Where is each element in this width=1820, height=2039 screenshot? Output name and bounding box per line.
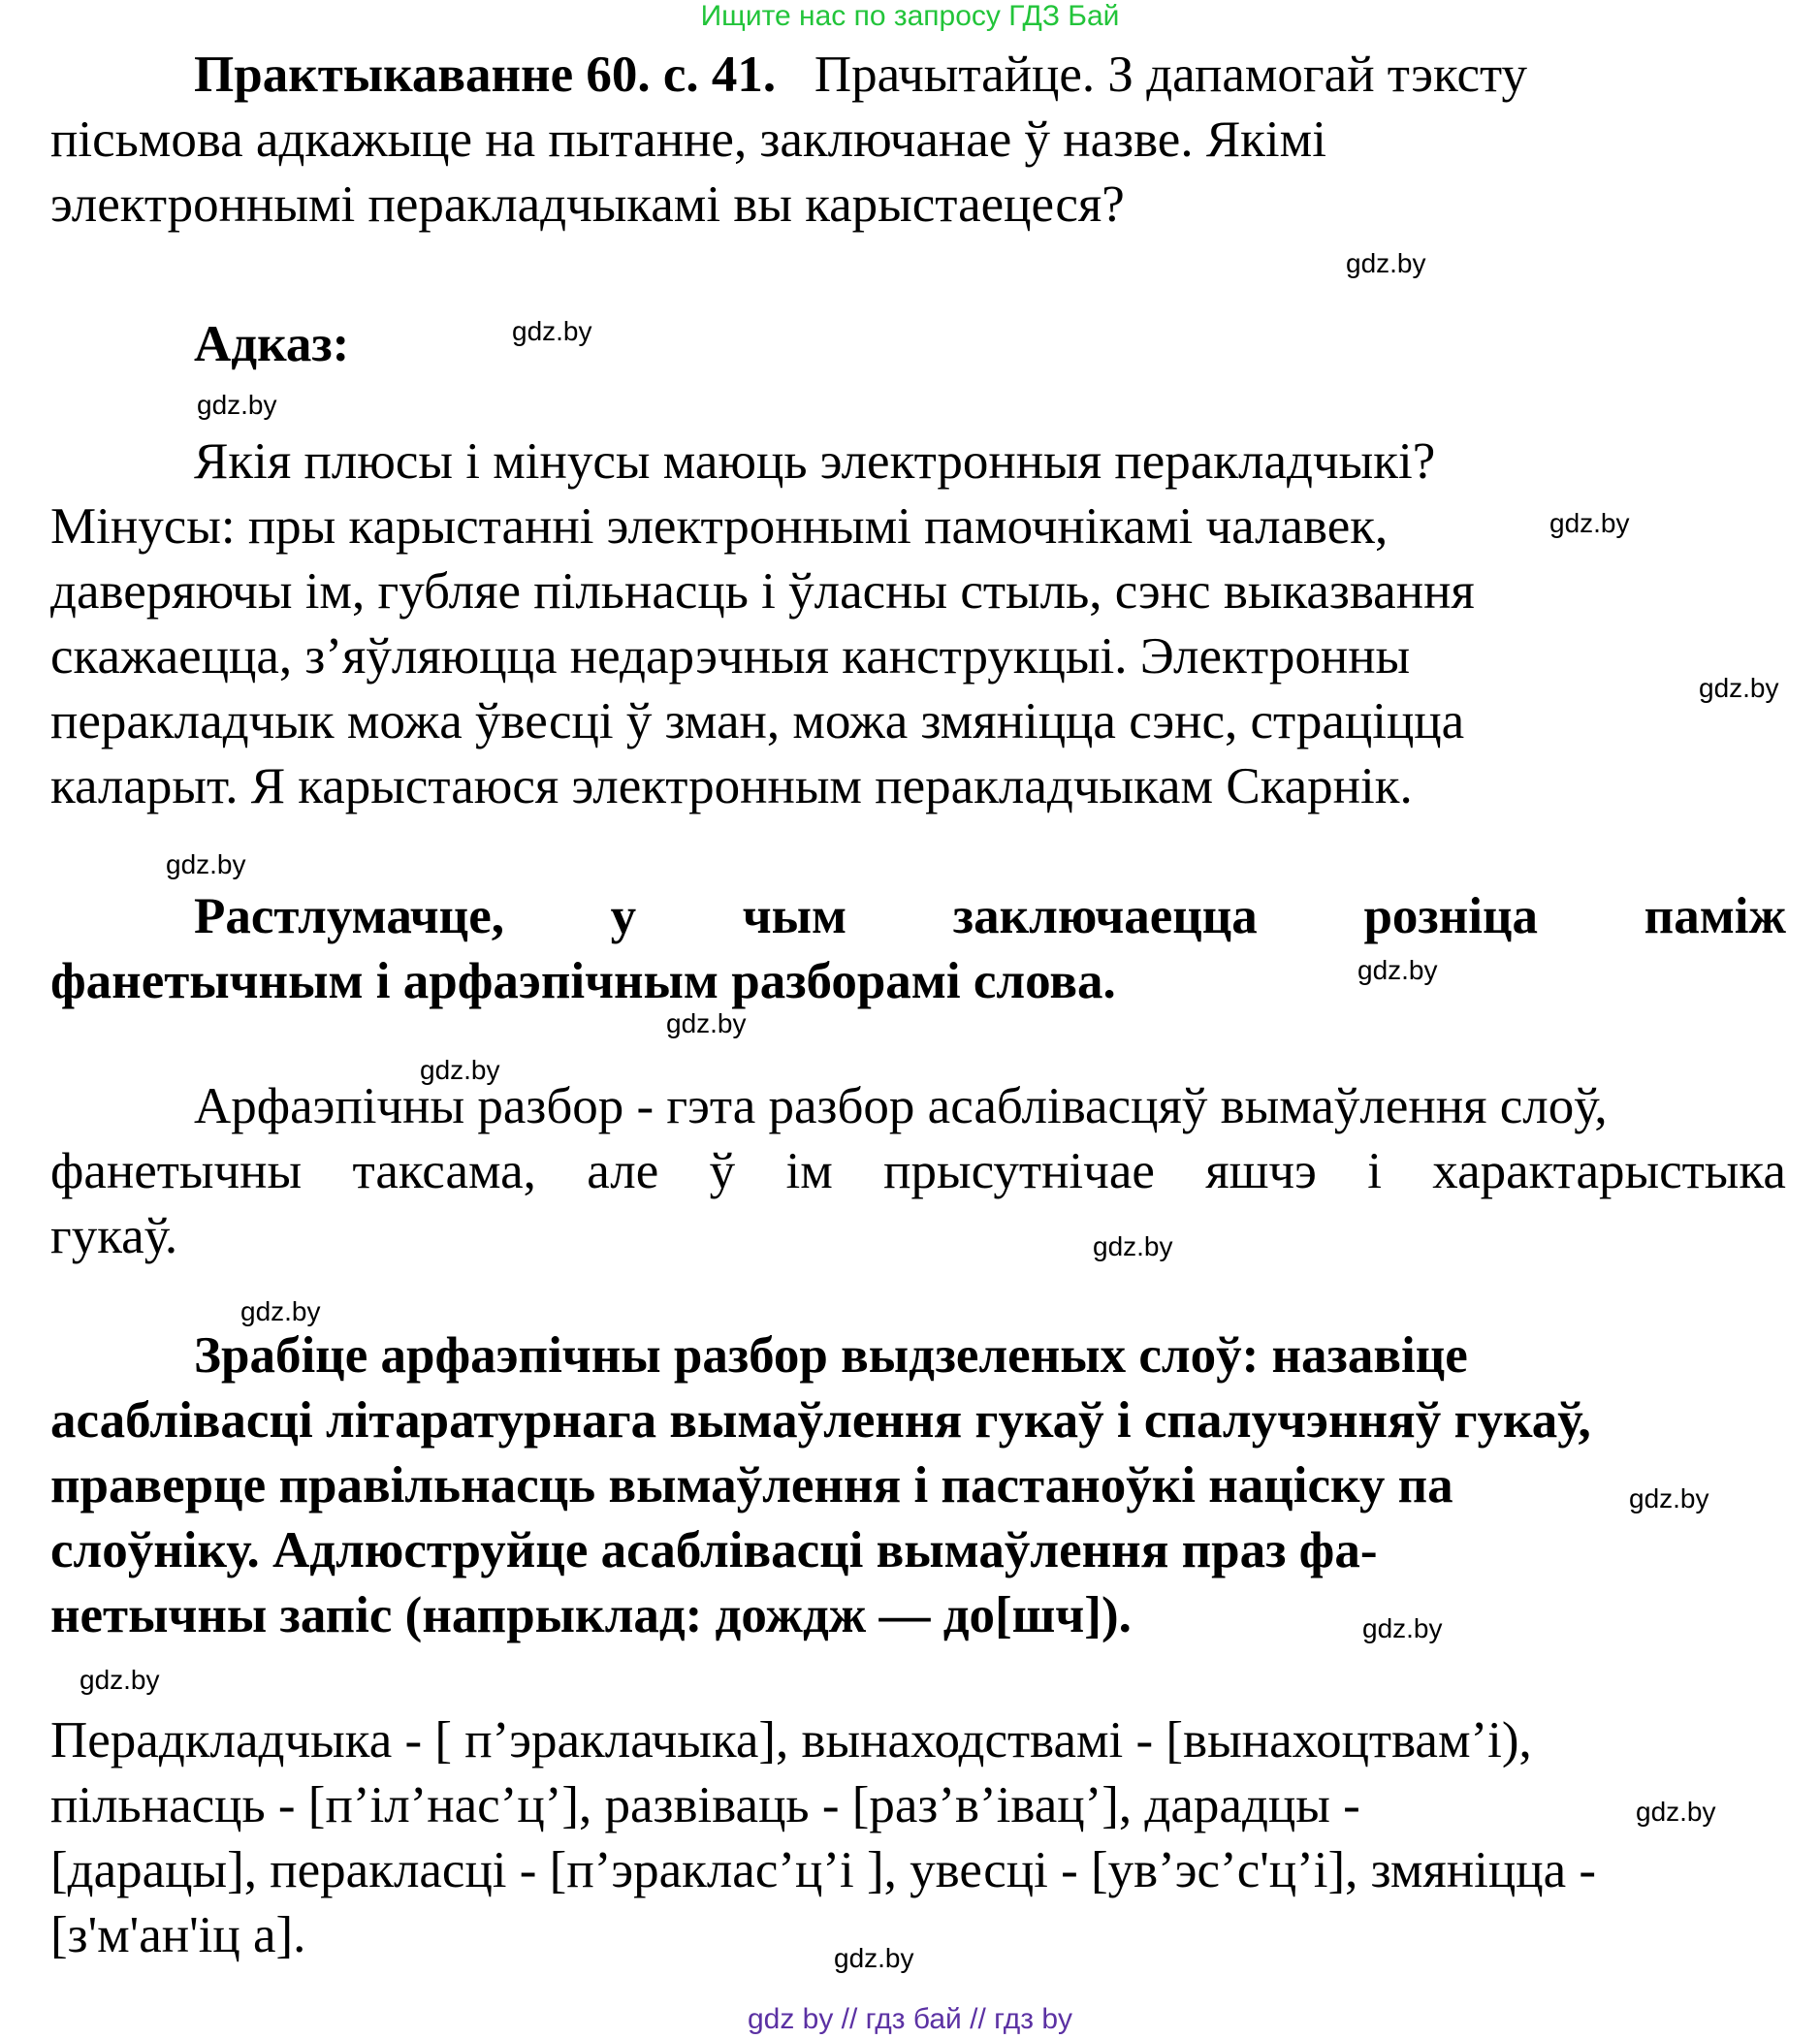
- answer1-line5: перакладчык можа ўвесці ў зман, можа змяніцца сэнс, страціцца: [50, 693, 1465, 749]
- site-footer: gdz by // гдз бай // гдз by: [747, 2003, 1073, 2035]
- watermark: gdz.by: [1699, 673, 1779, 703]
- answer1-line6: каларыт. Я карыстаюся электронным перакладчыкам Скарнік.: [50, 758, 1413, 814]
- question2-word: у: [610, 888, 637, 944]
- answer2-word: характарыстыка: [1432, 1143, 1786, 1199]
- task-text-line3: электроннымі перакладчыкамі вы карыстаецеся?: [50, 176, 1125, 233]
- answer2-line2: [50, 1139, 1786, 1204]
- question2-block: [50, 884, 1786, 1014]
- answer3-line2: пільнасць - [п’іл’нас’ц’], развіваць - [раз’в’івац’], дарадцы -: [50, 1777, 1360, 1833]
- site-header: Ищите нас по запросу ГДЗ Бай: [700, 0, 1120, 32]
- question2-line2: фанетычным і арфаэпічным разборамі слова.: [50, 953, 1116, 1009]
- answer3-line3: [дарацы], перакласці - [п’эраклас’ц’і ], увесці - [ув’эс’с'ц’і], змяніцца -: [50, 1842, 1597, 1898]
- question2-word: заключаецца: [952, 888, 1258, 944]
- watermark: gdz.by: [197, 390, 277, 420]
- answer-heading: Адказ:: [194, 316, 350, 372]
- answer1-line2: Мінусы: пры карыстанні электроннымі памочнікамі чалавек,: [50, 498, 1389, 555]
- watermark: gdz.by: [1357, 955, 1438, 985]
- watermark: gdz.by: [1346, 248, 1426, 278]
- watermark: gdz.by: [80, 1665, 160, 1695]
- answer1-block: [50, 430, 1786, 819]
- watermark: gdz.by: [512, 316, 592, 346]
- task-text-line2: пісьмова адкажыце на пытанне, заключанае ў назве. Якімі: [50, 112, 1326, 168]
- task-text-line1: Прачытайце. З дапамогай тэксту: [814, 47, 1527, 103]
- watermark: gdz.by: [1629, 1483, 1709, 1513]
- question2-line1: [50, 884, 1786, 949]
- answer2-word: ў: [709, 1143, 736, 1199]
- question3-line4: слоўніку. Адлюструйце асаблівасці вымаўлення праз фа-: [50, 1522, 1378, 1578]
- answer2-word: і: [1367, 1143, 1382, 1199]
- task-label: Практыкаванне 60. с. 41.: [194, 47, 777, 103]
- answer1-line4: скажаецца, з’яўляюцца недарэчныя канструкцыі. Электронны: [50, 628, 1411, 685]
- watermark: gdz.by: [420, 1055, 500, 1085]
- watermark: gdz.by: [166, 849, 246, 879]
- question3-line3: праверце правільнасць вымаўлення і пастаноўкі націску па: [50, 1457, 1453, 1513]
- answer2-word: таксама,: [352, 1143, 536, 1199]
- answer3-block: [50, 1708, 1786, 1968]
- watermark: gdz.by: [1093, 1231, 1173, 1261]
- answer3-line1: Перадкладчыка - [ п’эраклачыка], вынаходствамі - [вынахоцтвам’і),: [50, 1712, 1532, 1768]
- question2-word: Растлумачце,: [194, 888, 504, 944]
- answer1-line1: Якія плюсы і мінусы маюць электронныя перакладчыкі?: [194, 433, 1436, 490]
- answer2-line1: Арфаэпічны разбор - гэта разбор асаблівасцяў вымаўлення слоў,: [194, 1078, 1608, 1134]
- answer1-line3: даверяючы ім, губляе пільнасць і ўласны стыль, сэнс выказвання: [50, 563, 1475, 620]
- watermark: gdz.by: [1362, 1613, 1443, 1643]
- watermark: gdz.by: [240, 1296, 321, 1326]
- question3-line5: нетычны запіс (напрыклад: дождж — до[шч]).: [50, 1587, 1132, 1643]
- watermark: gdz.by: [1549, 508, 1630, 538]
- watermark: gdz.by: [666, 1008, 747, 1038]
- question3-line1: Зрабіце арфаэпічны разбор выдзеленых слоў: назавіце: [194, 1327, 1468, 1384]
- answer2-word: прысутнічае: [883, 1143, 1155, 1199]
- answer3-line4: [з'м'ан'іц а].: [50, 1907, 306, 1963]
- watermark: gdz.by: [834, 1943, 914, 1973]
- question2-word: розніца: [1363, 888, 1539, 944]
- answer2-word: фанетычны: [50, 1143, 303, 1199]
- answer2-block: [50, 1074, 1786, 1269]
- answer2-word: яшчэ: [1205, 1143, 1317, 1199]
- question3-line2: асаблівасці літаратурнага вымаўлення гукаў і спалучэнняў гукаў,: [50, 1392, 1591, 1449]
- task-statement: [50, 43, 1786, 238]
- question2-word: чым: [742, 888, 847, 944]
- answer2-word: але: [587, 1143, 659, 1199]
- question2-word: паміж: [1644, 888, 1786, 944]
- answer2-word: ім: [785, 1143, 833, 1199]
- watermark: gdz.by: [1636, 1797, 1716, 1827]
- question3-block: [50, 1323, 1786, 1648]
- answer2-line3: гукаў.: [50, 1208, 178, 1264]
